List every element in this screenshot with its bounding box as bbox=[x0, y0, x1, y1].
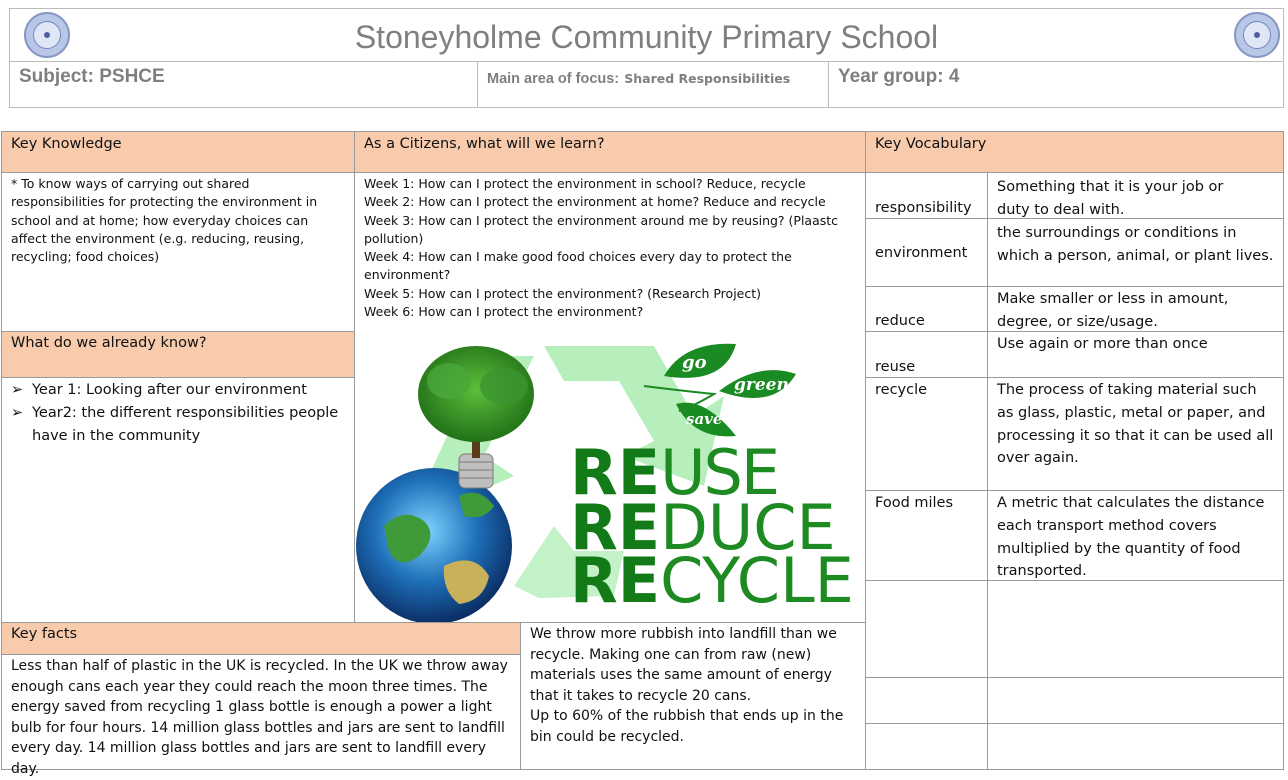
already-know-body bbox=[1, 377, 355, 623]
list-item: ➢ Year2: the different responsibilities people have in the community bbox=[2, 402, 354, 448]
vocab-definition-cell bbox=[987, 172, 1284, 219]
reuse-reduce-recycle-poster bbox=[364, 336, 854, 618]
school-name: Stoneyholme Community Primary School bbox=[354, 19, 939, 55]
key-facts-header bbox=[1, 622, 521, 655]
vocab-term-cell-empty bbox=[865, 723, 988, 770]
arrow-bullet-icon: ➢ bbox=[11, 382, 24, 398]
year-cell bbox=[828, 61, 1284, 108]
vocab-definition-cell bbox=[987, 331, 1284, 378]
key-facts-right bbox=[520, 622, 866, 770]
key-knowledge-header bbox=[1, 131, 355, 173]
week-item: Week 2: How can I protect the environment at home? Reduce and recycle bbox=[364, 194, 826, 210]
title-bar bbox=[9, 8, 1284, 62]
vocab-definition-cell-empty bbox=[987, 580, 1284, 678]
vocab-term-cell-empty bbox=[865, 677, 988, 724]
reuse-word: REUSE bbox=[570, 436, 781, 509]
vocab-definition: the surroundings or conditions in which a person, animal, or plant lives. bbox=[997, 225, 1274, 264]
recycle-word: RECYCLE bbox=[570, 544, 854, 617]
vocab-term: Food miles bbox=[875, 495, 954, 511]
already-know-header bbox=[1, 331, 355, 378]
vocab-term: recycle bbox=[875, 382, 928, 398]
vocab-term-cell bbox=[865, 218, 988, 287]
key-facts-right-text-1: We throw more rubbish into landfill than we recycle. Making one can from raw (new) materials uses the same amount of energy that it takes to recycle 20 cans. bbox=[530, 626, 837, 704]
key-vocabulary-heading: Key Vocabulary bbox=[875, 136, 987, 152]
vocab-term-cell bbox=[865, 490, 988, 581]
list-item: ➢ Year 1: Looking after our environment bbox=[2, 379, 354, 402]
vocab-definition-cell-empty bbox=[987, 723, 1284, 770]
vocab-definition: The process of taking material such as glass, plastic, metal or paper, and processing it so that it can be used all over again. bbox=[997, 382, 1274, 467]
vocab-term: reduce bbox=[875, 313, 925, 329]
week-item: Week 3: How can I protect the environment around me by reusing? (Plaastc pollution) bbox=[364, 212, 839, 246]
week-item: Week 4: How can I make good food choices every day to protect the environment? bbox=[364, 249, 792, 283]
vocab-term: reuse bbox=[875, 359, 916, 375]
vocab-term-cell bbox=[865, 172, 988, 219]
citizens-header bbox=[354, 131, 866, 173]
vocab-term-cell-empty bbox=[865, 580, 988, 678]
vocab-term-cell bbox=[865, 331, 988, 378]
leaf-go-text: go bbox=[682, 352, 707, 373]
vocab-definition: A metric that calculates the distance each transport method covers multiplied by the quantity of food transported. bbox=[997, 495, 1265, 580]
subject-label: Subject: PSHCE bbox=[19, 66, 165, 87]
citizens-heading: As a Citizens, what will we learn? bbox=[364, 136, 605, 152]
school-logo-right bbox=[1234, 12, 1280, 58]
focus-label: Main area of focus: bbox=[487, 71, 620, 87]
key-facts-right-text-2: Up to 60% of the rubbish that ends up in the bin could be recycled. bbox=[530, 708, 844, 745]
leaf-save-text: save bbox=[686, 410, 723, 428]
vocab-definition-cell bbox=[987, 490, 1284, 581]
week-item: Week 1: How can I protect the environment in school? Reduce, recycle bbox=[364, 176, 806, 191]
key-knowledge-body bbox=[1, 172, 355, 332]
recycle-poster-graphic bbox=[364, 336, 854, 618]
subject-cell bbox=[9, 61, 478, 108]
already-know-list bbox=[2, 378, 354, 447]
leaf-green-text: green bbox=[734, 375, 789, 395]
key-knowledge-heading: Key Knowledge bbox=[11, 136, 122, 152]
vocab-definition: Make smaller or less in amount, degree, or size/usage. bbox=[997, 291, 1229, 330]
earth-globe bbox=[356, 468, 512, 624]
week-item: Week 5: How can I protect the environment? (Research Project) bbox=[364, 285, 762, 301]
bulb-base bbox=[459, 454, 493, 488]
vocab-definition-cell bbox=[987, 377, 1284, 491]
arrow-bullet-icon: ➢ bbox=[11, 404, 24, 421]
key-facts-left-text: Less than half of plastic in the UK is recycled. In the UK we throw away enough cans each year they could reach the moon three times. The energy saved from recycling 1 glass bottle is enough a power a light bulb for four hours. 14 million glass bottles and jars are sent to landfill every day. 14 million glass bottles and jars are sent to landfill every day. bbox=[11, 658, 508, 777]
week-item: Week 6: How can I protect the environment? bbox=[364, 304, 644, 320]
vocab-term-cell bbox=[865, 286, 988, 332]
key-vocabulary-header bbox=[865, 131, 1284, 173]
vocab-term-cell bbox=[865, 377, 988, 491]
vocab-definition: Something that it is your job or duty to deal with. bbox=[997, 179, 1224, 218]
vocab-definition-cell bbox=[987, 286, 1284, 332]
vocab-definition-cell-empty bbox=[987, 677, 1284, 724]
focus-cell bbox=[477, 61, 829, 108]
key-knowledge-text: * To know ways of carrying out shared responsibilities for protecting the environment in school and at home; how everyday choices can affect the environment (e.g. reducing, reusing, recycling; food choices) bbox=[11, 176, 318, 265]
reduce-word: REDUCE bbox=[570, 491, 836, 564]
key-facts-heading: Key facts bbox=[11, 626, 78, 642]
vocab-definition: Use again or more than once bbox=[997, 336, 1208, 352]
already-know-heading: What do we already know? bbox=[11, 335, 207, 351]
year-label: Year group: 4 bbox=[838, 66, 960, 87]
weeks-list bbox=[355, 173, 865, 321]
vocab-definition-cell bbox=[987, 218, 1284, 287]
focus-value: Shared Responsibilities bbox=[624, 71, 791, 86]
vocab-term: responsibility bbox=[875, 200, 972, 216]
key-facts-left bbox=[1, 654, 521, 777]
vocab-term: environment bbox=[875, 245, 968, 261]
